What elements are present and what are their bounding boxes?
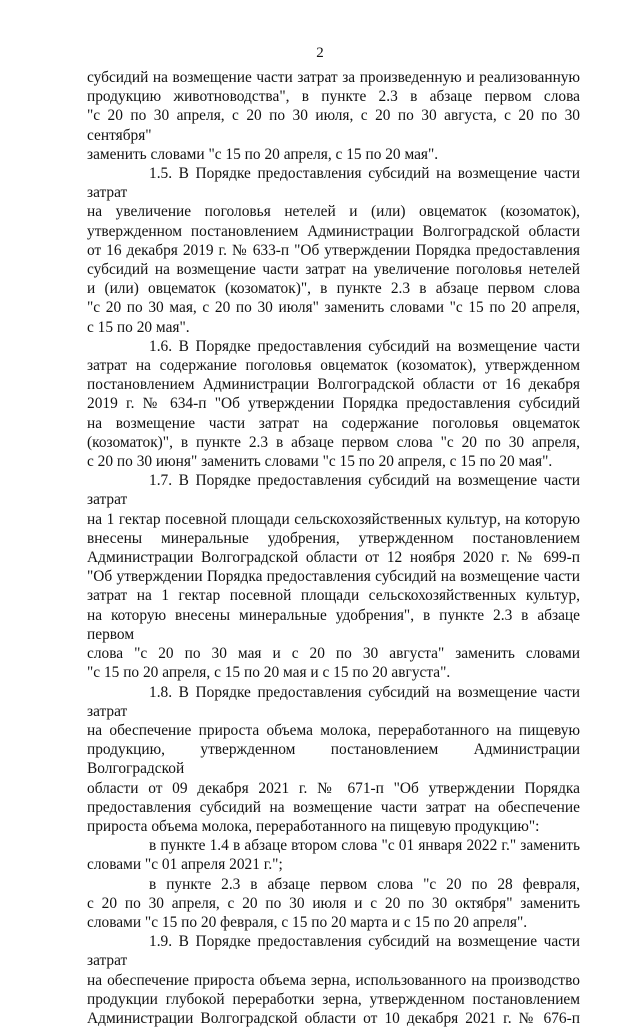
text-line: 1.6. В Порядке предоставления субсидий на возмещение части <box>149 337 580 355</box>
text-line: на увеличение поголовья нетелей и (или) овцематок (козоматок), <box>87 203 580 221</box>
text-line: 1.7. В Порядке предоставления субсидий на возмещение части затрат <box>87 472 580 509</box>
text-line: Администрации Волгоградской области от 12 ноября 2020 г. № 699-п <box>87 549 580 567</box>
text-line: затрат на 1 гектар посевной площади сельскохозяйственных культур, <box>87 587 580 605</box>
text-line: 2019 г. № 634-п "Об утверждении Порядка предоставления субсидий <box>87 395 580 413</box>
text-line: внесены минеральные удобрения, утвержденном постановлением <box>87 529 580 547</box>
text-line: 1.9. В Порядке предоставления субсидий на возмещение части затрат <box>87 933 580 970</box>
text-line: от 16 декабря 2019 г. № 633-п "Об утверждении Порядка предоставления <box>87 241 580 259</box>
text-line: затрат на содержание поголовья овцематок (козоматок), утвержденном <box>87 357 580 375</box>
text-line: в пункте 2.3 в абзаце первом слова "с 20 по 28 февраля, <box>149 875 580 893</box>
text-line: продукцию животноводства", в пункте 2.3 в абзаце первом слова <box>87 88 580 106</box>
page-number: 2 <box>316 45 324 61</box>
text-line: на возмещение части затрат на содержание поголовья овцематок <box>87 414 580 432</box>
text-line: с 20 по 30 июня" заменить словами "с 15 по 20 апреля, с 15 по 20 мая". <box>87 453 553 471</box>
text-line: на обеспечение прироста объема молока, переработанного на пищевую <box>87 721 580 739</box>
text-line: субсидий на возмещение части затрат на увеличение поголовья нетелей <box>87 261 580 279</box>
text-line: и (или) овцематок (козоматок)", в пункте 2.3 в абзаце первом слова <box>87 280 580 298</box>
text-line: "с 20 по 30 мая, с 20 по 30 июля" заменить словами "с 15 по 20 апреля, <box>87 299 580 317</box>
text-line: с 15 по 20 мая". <box>87 318 190 336</box>
text-line: предоставления субсидий на возмещение части затрат на обеспечение <box>87 798 580 816</box>
text-line: субсидий на возмещение части затрат за произведенную и реализованную <box>87 69 580 86</box>
text-line: заменить словами "с 15 по 20 апреля, с 15 по 20 мая". <box>87 145 439 163</box>
text-line: продукцию, утвержденном постановлением Администрации Волгоградской <box>87 741 580 778</box>
text-line: словами "с 15 по 20 февраля, с 15 по 20 марта и с 15 по 20 апреля". <box>87 913 528 931</box>
text-line: 1.5. В Порядке предоставления субсидий на возмещение части затрат <box>87 165 580 202</box>
text-line: области от 09 декабря 2021 г. № 671-п "Об утверждении Порядка <box>87 779 580 797</box>
text-line: слова "с 20 по 30 мая и с 20 по 30 августа" заменить словами <box>87 645 580 663</box>
text-line: утвержденном постановлением Администрации Волгоградской области <box>87 222 580 240</box>
text-line: 1.8. В Порядке предоставления субсидий на возмещение части затрат <box>87 683 580 720</box>
text-line: Администрации Волгоградской области от 10 декабря 2021 г. № 676-п <box>87 1009 580 1027</box>
text-line: "Об утверждении Порядка предоставления субсидий на возмещение части <box>87 568 580 586</box>
text-line: на обеспечение прироста объема зерна, использованного на производство <box>87 971 580 989</box>
text-line: (козоматок)", в пункте 2.3 в абзаце первом слова "с 20 по 30 апреля, <box>87 433 580 451</box>
text-line: на 1 гектар посевной площади сельскохозяйственных культур, на которую <box>87 510 580 528</box>
document-body <box>87 68 580 1028</box>
text-line: с 20 по 30 апреля, с 20 по 30 июля и с 20 по 30 октября" заменить <box>87 894 580 912</box>
text-line: прироста объема молока, переработанного на пищевую продукцию": <box>87 817 540 835</box>
text-line: продукции глубокой переработки зерна, утвержденном постановлением <box>87 990 580 1008</box>
text-line: в пункте 1.4 в абзаце втором слова "с 01 января 2022 г." заменить <box>149 837 580 855</box>
text-line: "с 20 по 30 апреля, с 20 по 30 июля, с 20 по 30 августа, с 20 по 30 сентября" <box>87 107 580 144</box>
text-line: на которую внесены минеральные удобрения", в пункте 2.3 в абзаце первом <box>87 606 580 643</box>
text-line: "с 15 по 20 апреля, с 15 по 20 мая и с 15 по 20 августа". <box>87 664 451 682</box>
text-line: словами "с 01 апреля 2021 г."; <box>87 856 283 874</box>
text-line: постановлением Администрации Волгоградской области от 16 декабря <box>87 376 580 394</box>
